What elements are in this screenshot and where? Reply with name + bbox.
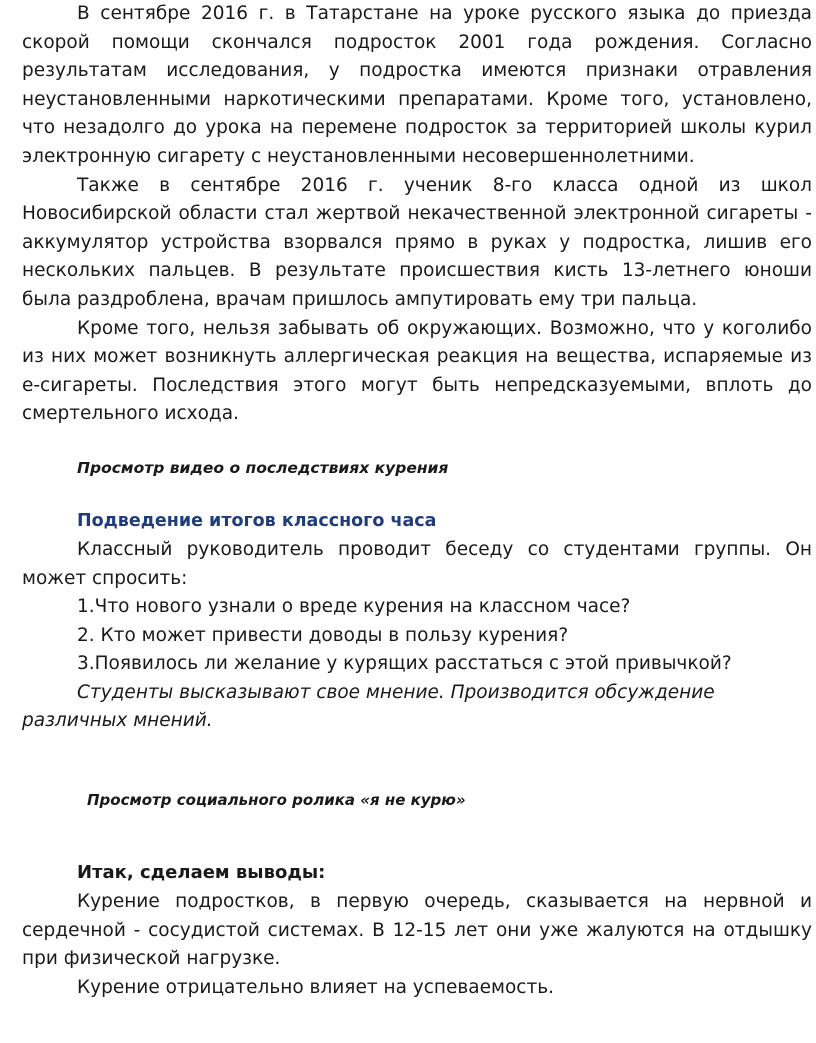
conclusion-paragraph-2: Курение отрицательно влияет на успеваемость. [77, 976, 555, 998]
video-heading-social-clip: Просмотр социального ролика «я не курю» [87, 791, 466, 810]
summary-intro: Классный руководитель проводит беседу со студентами группы. Он может спросить: [22, 538, 812, 589]
paragraph-tatarstan-incident: В сентябре 2016 г. в Татарстане на уроке русского языка до приезда скорой помощи скончался подросток 2001 года рождения. Согласно результатам исследования, у подростка имеются признаки отравления неустановленными наркотическими препаратами. Кроме того, установлено, что незадолго до урока на перемене подросток за территорией школы курил электронную сигарету с неустановленными несовершеннолетними. [22, 3, 812, 167]
conclusion-paragraph-1: Курение подростков, в первую очередь, сказывается на нервной и сердечной - сосудистой системах. В 12-15 лет они уже жалуются на отдышку при физической нагрузке. [22, 891, 812, 970]
question-item-3: 3.Появилось ли желание у курящих расстаться с этой привычкой? [77, 653, 732, 675]
video-heading-smoking-consequences: Просмотр видео о последствиях курения [77, 458, 449, 477]
students-discussion-note: Студенты высказывают свое мнение. Производится обсуждение различных мнений. [22, 681, 715, 732]
section-heading-summary: Подведение итогов классного часа [77, 510, 437, 531]
question-item-1: 1.Что нового узнали о вреде курения на классном часе? [77, 596, 631, 618]
paragraph-allergy-risk: Кроме того, нельзя забывать об окружающих. Возможно, что у коголибо из них может возникнуть аллергическая реакция на вещества, испаряемые из е-сигареты. Последствия этого могут быть непредсказуемыми, вплоть до смертельного исхода. [22, 317, 812, 425]
question-item-2: 2. Кто может привести доводы в пользу курения? [77, 624, 569, 646]
paragraph-novosibirsk-incident: Также в сентябре 2016 г. ученик 8-го класса одной из школ Новосибирской области стал жертвой некачественной электронной сигареты - аккумулятор устройства взорвался прямо в руках у подростка, лишив его нескольких пальцев. В результате происшествия кисть 13-летнего юноши была раздроблена, врачам пришлось ампутировать ему три пальца. [22, 174, 812, 310]
conclusions-heading: Итак, сделаем выводы: [77, 862, 326, 884]
